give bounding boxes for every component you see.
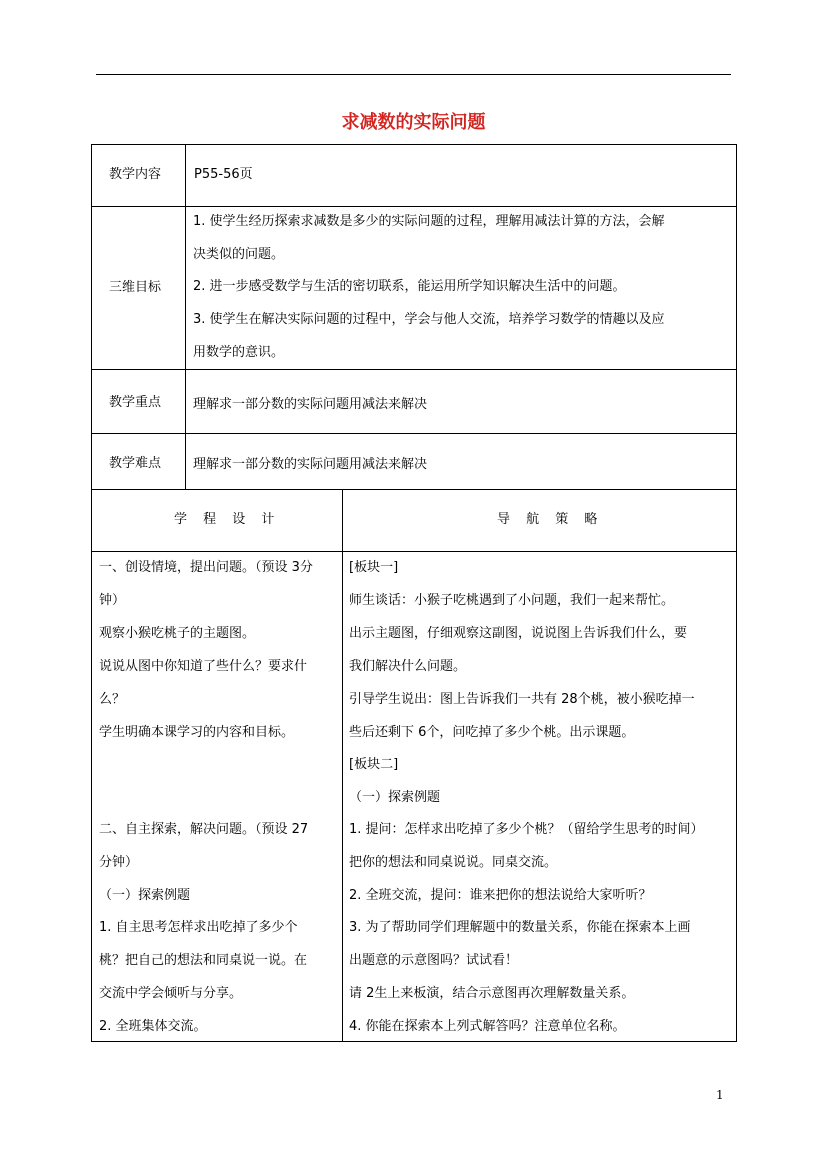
- goals-line: 用数学的意识。: [193, 345, 285, 360]
- right-col-line: 4. 你能在探索本上列式解答吗？注意单位名称。: [349, 1019, 626, 1034]
- value-difficulty: 理解求一部分数的实际问题用减法来解决: [193, 457, 428, 472]
- left-col-line: 么？: [99, 692, 126, 707]
- left-col-line: 桃？把自己的想法和同桌说一说。在: [99, 953, 308, 968]
- value-cell-content: [186, 145, 736, 207]
- goals-line: 2. 进一步感受数学与生活的密切联系，能运用所学知识解决生活中的问题。: [193, 279, 626, 294]
- right-col-line: 把你的想法和同桌说说。同桌交流。: [349, 855, 558, 870]
- right-col-line: 师生谈话：小猴子吃桃遇到了小问题，我们一起来帮忙。: [349, 593, 675, 608]
- right-col-line: 我们解决什么问题。: [349, 659, 467, 674]
- left-col-line: 观察小猴吃桃子的主题图。: [99, 626, 256, 641]
- value-content: P55-56页: [194, 167, 253, 182]
- right-col-line: 1. 提问：怎样求出吃掉了多少个桃？（留给学生思考的时间）: [349, 822, 704, 837]
- left-col-line: （一）探索例题: [99, 888, 191, 903]
- right-col-line: 2. 全班交流，提问：谁来把你的想法说给大家听听？: [349, 888, 652, 903]
- left-col-line: 1. 自主思考怎样求出吃掉了多少个: [99, 920, 298, 935]
- left-col-line: 一、创设情境，提出问题。（预设 3分: [99, 560, 313, 575]
- page-title: 求减数的实际问题: [341, 112, 486, 133]
- left-col-line: 交流中学会倾听与分享。: [99, 986, 243, 1001]
- right-col-line: 3. 为了帮助同学们理解题中的数量关系，你能在探索本上画: [349, 920, 691, 935]
- left-col-line: 说说从图中你知道了些什么？要求什: [99, 659, 308, 674]
- left-col-line: 2. 全班集体交流。: [99, 1019, 207, 1034]
- left-col-line: 学生明确本课学习的内容和目标。: [99, 725, 295, 740]
- left-col-line: 钟）: [99, 593, 126, 608]
- right-col-line: 些后还剩下 6个，问吃掉了多少个桃。出示课题。: [349, 725, 635, 740]
- header-rule: [96, 74, 731, 75]
- goals-line: 决类似的问题。: [193, 247, 285, 262]
- right-col-line: [板块二]: [349, 757, 399, 772]
- label-content: 教学内容: [109, 167, 162, 182]
- label-key-point: 教学重点: [109, 395, 162, 410]
- right-col-line: 出示主题图，仔细观察这副图，说说图上告诉我们什么，要: [349, 626, 688, 641]
- right-col-line: 请 2生上来板演，结合示意图再次理解数量关系。: [349, 986, 635, 1001]
- right-col-line: （一）探索例题: [349, 790, 441, 805]
- label-goals: 三维目标: [109, 280, 162, 295]
- left-col-line: 二、自主探索，解决问题。（预设 27: [99, 822, 309, 837]
- design-header-right: 导 航 策 略: [497, 512, 604, 527]
- goals-line: 3. 使学生在解决实际问题的过程中，学会与他人交流，培养学习数学的情趣以及应: [193, 312, 665, 327]
- value-key-point: 理解求一部分数的实际问题用减法来解决: [193, 397, 428, 412]
- page-number: 1: [716, 1088, 724, 1102]
- label-difficulty: 教学难点: [109, 456, 162, 471]
- right-col-line: 出题意的示意图吗？试试看！: [349, 953, 519, 968]
- goals-line: 1. 使学生经历探索求减数是多少的实际问题的过程，理解用减法计算的方法，会解: [193, 214, 665, 229]
- right-col-line: [板块一]: [349, 560, 399, 575]
- right-col-line: 引导学生说出：图上告诉我们一共有 28个桃，被小猴吃掉一: [349, 692, 695, 707]
- design-header-left: 学 程 设 计: [174, 512, 281, 527]
- left-col-line: 分钟）: [99, 855, 139, 870]
